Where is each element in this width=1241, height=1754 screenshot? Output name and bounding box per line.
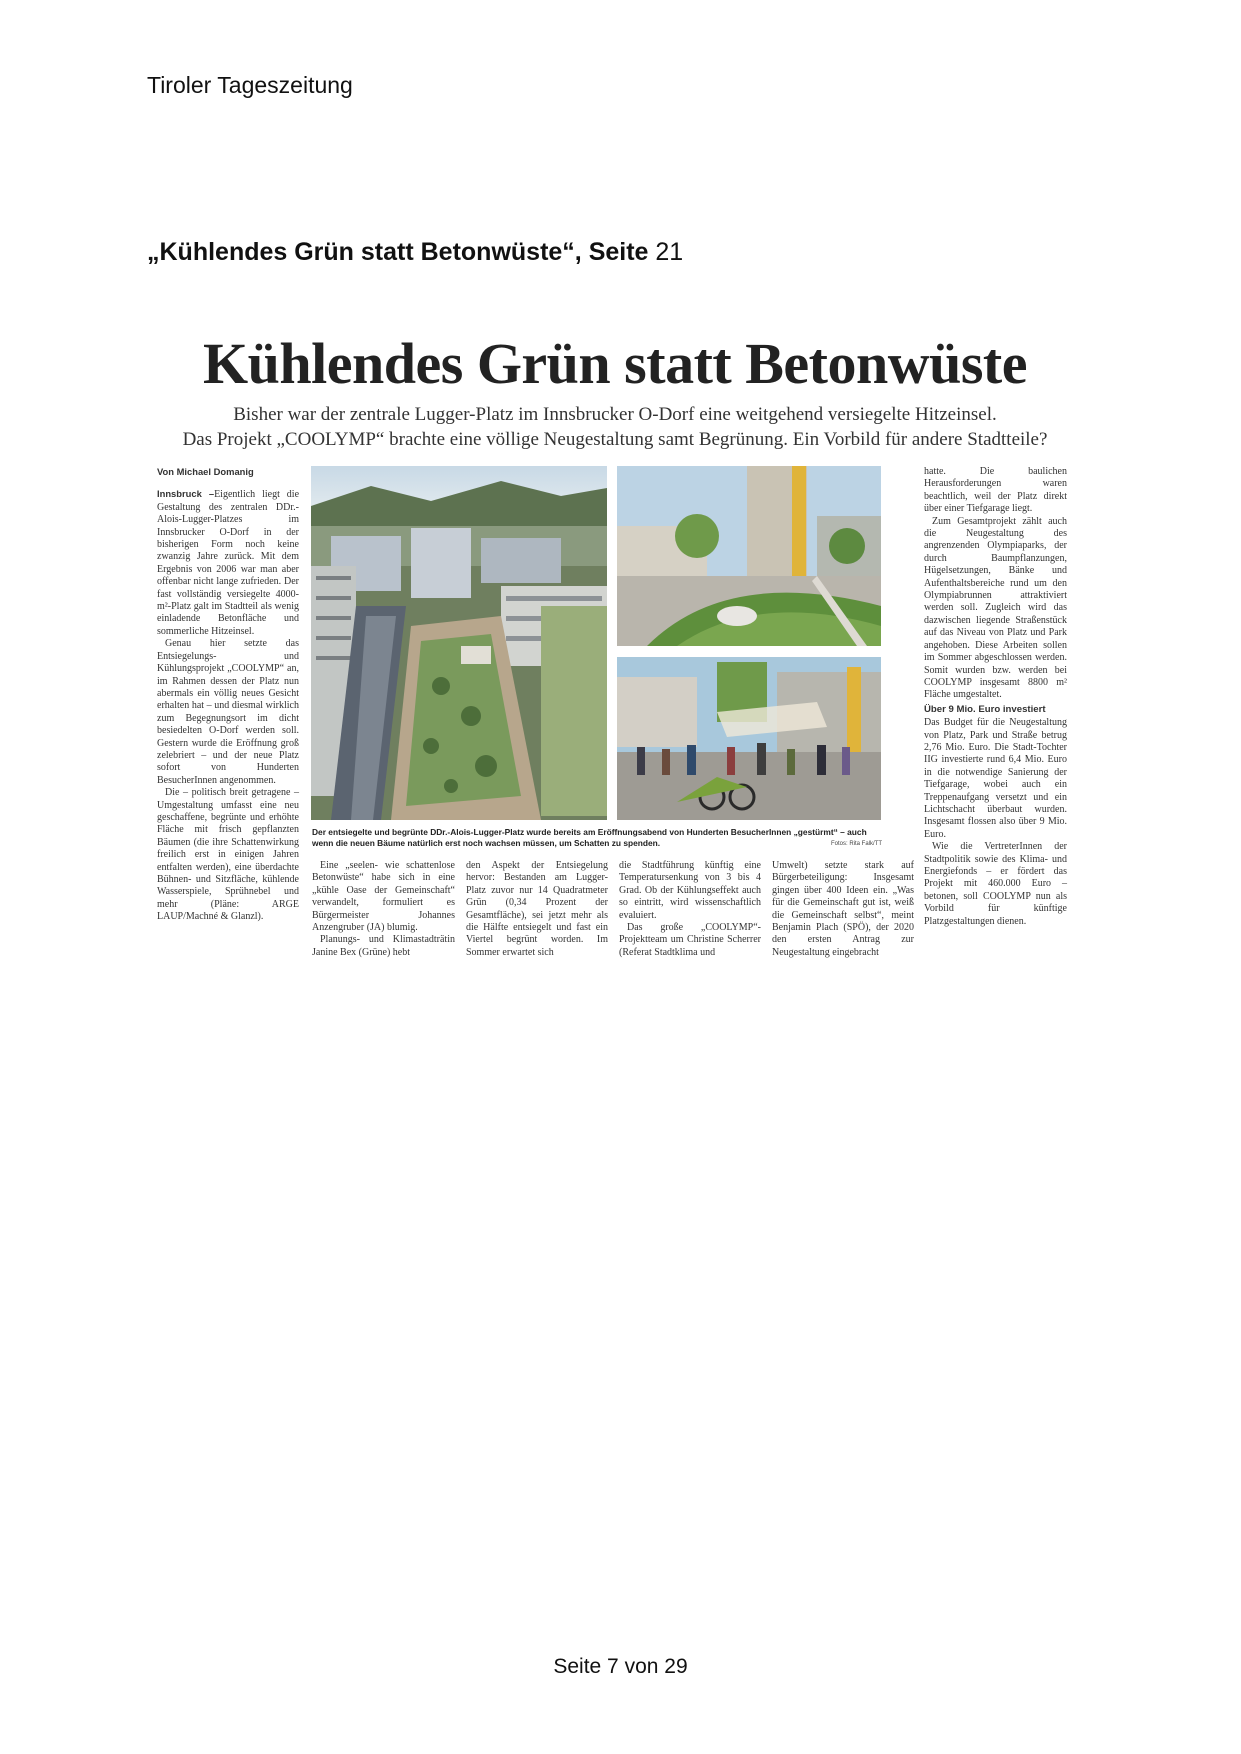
clip-page-number: 21 bbox=[655, 238, 684, 266]
aerial-photo-graphic bbox=[311, 466, 607, 820]
article-headline: Kühlendes Grün statt Betonwüste bbox=[203, 331, 1027, 396]
paragraph: Die – politisch breit getragene – Umgestaltung umfasst eine neu geschaffene, begrünte und erhöhte Fläche mit frisch gepflanzten Bäumen (die ihre Schattenwirkung freilich erst in einigen Jahren entfalten werden), eine überdachte Bühnen- und Sitzfläche, kühlende Wasserspiele, Sprühnebel und mehr (Pläne: ARGE LAUP/Machné & Glanzl). bbox=[157, 787, 299, 923]
paragraph: die Stadtführung künftig eine Temperatursenkung von 3 bis 4 Grad. Ob der Kühlungseffekt auch so eintritt, wird wissenschaftlich evaluiert. bbox=[619, 860, 761, 921]
page-counter: Seite 7 von 29 bbox=[553, 1655, 688, 1678]
paragraph: Eine „seelen- wie schattenlose Betonwüste“ habe sich in eine „kühle Oase der Gemeinschaft“ verwandelt, formuliert es Bürgermeister Johannes Anzengruber (JA) blumig. bbox=[312, 860, 455, 934]
aerial-photo bbox=[311, 466, 607, 820]
article-column-2 bbox=[312, 860, 455, 959]
park-photo bbox=[617, 466, 881, 646]
crowd-photo bbox=[617, 657, 881, 820]
photo-credit: Fotos: Rita Falk/TT bbox=[830, 841, 882, 847]
clip-title-text: „Kühlendes Grün statt Betonwüste“, Seite bbox=[147, 238, 649, 266]
photo-caption: Der entsiegelte und begrünte DDr.-Alois-Lugger-Platz wurde bereits am Eröffnungsabend von Hunderten BesucherInnen „gestürmt“ – auch wenn die neuen Bäume natürlich erst noch wachsen müssen, um Schatten zu spenden. bbox=[312, 827, 867, 848]
paragraph: Genau hier setzte das Entsiegelungs- und Kühlungsprojekt „COOLYMP“ an, im Rahmen dessen der Platz nun abermals ein völlig neues Gesicht erhalten hat – und diesmal wirklich zum Begegnungsort im dicht besiedelten O-Dorf werden soll. Gestern wurde die Eröffnung groß zelebriert – und der neue Platz sofort von Hunderten BesucherInnen angenommen. bbox=[157, 638, 299, 786]
article-lead bbox=[150, 402, 1080, 452]
article-column-3 bbox=[466, 860, 608, 959]
paragraph: Das große „COOLYMP“-Projektteam um Christine Scherrer (Referat Stadtklima und bbox=[619, 922, 761, 958]
paragraph-text: Eigentlich liegt die Gestaltung des zentralen DDr.-Alois-Lugger-Platzes im Innsbrucker O-Dorf in der bisherigen Form noch keine zwanzig Jahre zurück. Mit dem Ergebnis von 2006 war man aber offenbar nicht lange zufrieden. Der fast vollständig versiegelte 4000-m²-Platz galt im Stadtteil als wenig einladende Betonfläche und sommerliche Hitzeinsel. bbox=[157, 489, 300, 637]
publication-name: Tiroler Tageszeitung bbox=[147, 72, 353, 98]
paragraph: Zum Gesamtprojekt zählt auch die Neugestaltung des angrenzenden Olympiaparks, der durch Baumpflanzungen, Hügelsetzungen, Bänke und Aufenthaltsbereiche rund um den Olympiabrunnen attraktiviert werden soll. Zugleich wird das dazwischen liegende Straßenstück auf das Niveau von Platz und Park angehoben. Diese Arbeiten sollen im Sommer abgeschlossen werden. Somit wurden bzw. werden bei COOLYMP insgesamt 8800 m² Fläche umgestaltet. bbox=[924, 515, 1067, 701]
lead-line-1: Bisher war der zentrale Lugger-Platz im Innsbrucker O-Dorf eine weitgehend versiegelte Hitzeinsel. bbox=[233, 404, 997, 425]
article-byline: Von Michael Domanig bbox=[157, 466, 254, 477]
paragraph: Umwelt) setzte stark auf Bürgerbeteiligung: Insgesamt gingen über 400 Ideen ein. „Was für die Gemeinschaft gut ist, weiß die Gemeinschaft selbst“, meint Benjamin Plach (SPÖ), der 2020 den ersten Antrag zur Neugestaltung eingebracht bbox=[772, 860, 914, 958]
crowd-photo-graphic bbox=[617, 657, 881, 820]
clip-title bbox=[147, 238, 683, 267]
subheading: Über 9 Mio. Euro investiert bbox=[924, 703, 1046, 715]
paragraph: Das Budget für die Neugestaltung von Platz, Park und Straße betrug 2,76 Mio. Euro. Die Stadt-Tochter IIG investierte rund 6,4 Mio. Euro in die notwendige Sanierung der Tiefgarage, wobei auch ein Treppenaufgang versetzt und ein Lichtschacht überbaut wurden. Insgesamt flossen also über 9 Mio. Euro. bbox=[924, 717, 1067, 840]
article-column-6 bbox=[924, 466, 1067, 928]
dateline: Innsbruck – bbox=[157, 488, 215, 500]
lead-line-2: Das Projekt „COOLYMP“ brachte eine völlige Neugestaltung samt Begrünung. Ein Vorbild für andere Stadtteile? bbox=[182, 429, 1048, 450]
article-column-4 bbox=[619, 860, 761, 959]
paragraph bbox=[157, 488, 299, 638]
article-column-1 bbox=[157, 466, 299, 924]
paragraph: Planungs- und Klimastadträtin Janine Bex (Grüne) hebt bbox=[312, 934, 455, 958]
paragraph: hatte. Die baulichen Herausforderungen waren beachtlich, weil der Platz direkt über einer Tiefgarage liegt. bbox=[924, 466, 1067, 515]
article-column-5 bbox=[772, 860, 914, 959]
paragraph: den Aspekt der Entsiegelung hervor: Bestanden am Lugger-Platz zuvor nur 14 Quadratmeter Grün (0,34 Prozent der Gesamtfläche), sei jetzt mehr als die Hälfte entsiegelt und fast ein Viertel begrünt worden. Im Sommer erwartet sich bbox=[466, 860, 608, 958]
park-photo-graphic bbox=[617, 466, 881, 646]
paragraph: Wie die VertreterInnen der Stadtpolitik sowie des Klima- und Energiefonds – er fördert das Projekt mit 460.000 Euro – betonen, soll COOLYMP nun als Vorbild für künftige Platzgestaltungen dienen. bbox=[924, 841, 1067, 927]
